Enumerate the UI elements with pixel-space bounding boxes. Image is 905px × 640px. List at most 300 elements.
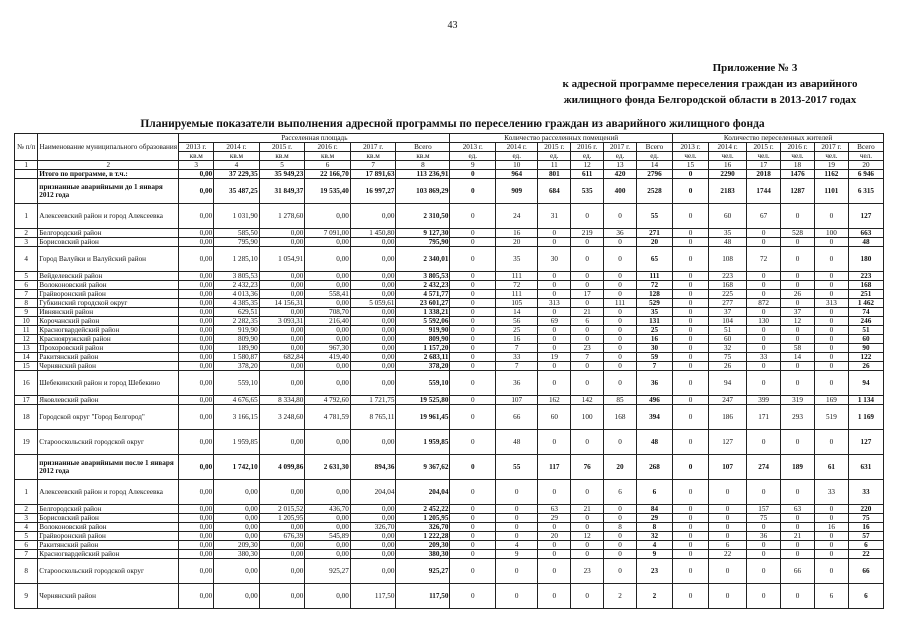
header-premises-unit: ед. bbox=[571, 152, 604, 161]
row-number: 11 bbox=[15, 326, 38, 335]
row-value: 0 bbox=[604, 541, 637, 550]
row-value: 14 bbox=[781, 353, 815, 362]
row-value: 2 683,11 bbox=[396, 353, 450, 362]
row-value: 84 bbox=[636, 505, 672, 514]
row-value: 925,27 bbox=[396, 559, 450, 584]
row-value: 0 bbox=[496, 532, 538, 541]
table-row bbox=[15, 396, 884, 405]
row-value: 2 452,22 bbox=[396, 505, 450, 514]
row-value: 0,00 bbox=[305, 362, 351, 371]
row-value: 631 bbox=[848, 455, 883, 480]
header-residents-unit: чел. bbox=[848, 152, 883, 161]
row-value: 0,00 bbox=[305, 326, 351, 335]
row-value: 809,90 bbox=[214, 335, 260, 344]
row-value: 0,00 bbox=[350, 247, 396, 272]
row-value: 69 bbox=[538, 317, 571, 326]
row-number: 17 bbox=[15, 396, 38, 405]
row-value: 21 bbox=[571, 505, 604, 514]
row-value: 0 bbox=[538, 308, 571, 317]
row-value: 611 bbox=[571, 170, 604, 179]
row-value: 0 bbox=[673, 550, 709, 559]
row-value: 0 bbox=[450, 170, 496, 179]
row-value: 2 bbox=[604, 584, 637, 609]
row-value: 0,00 bbox=[305, 584, 351, 609]
table-row bbox=[15, 353, 884, 362]
row-value: 7 bbox=[496, 362, 538, 371]
row-number bbox=[15, 455, 38, 480]
row-value: 157 bbox=[747, 505, 781, 514]
row-value: 1 450,80 bbox=[350, 229, 396, 238]
row-value: 1 134 bbox=[848, 396, 883, 405]
row-value: 378,20 bbox=[396, 362, 450, 371]
row-value: 59 bbox=[636, 353, 672, 362]
row-value: 75 bbox=[709, 353, 747, 362]
row-value: 0,00 bbox=[259, 541, 305, 550]
row-value: 31 849,37 bbox=[259, 179, 305, 204]
row-value: 708,70 bbox=[305, 308, 351, 317]
row-value: 528 bbox=[781, 229, 815, 238]
row-value: 0 bbox=[747, 344, 781, 353]
row-value: 0 bbox=[538, 229, 571, 238]
row-value: 0,00 bbox=[179, 455, 214, 480]
header-column-number: 7 bbox=[350, 161, 396, 170]
row-value: 4 571,77 bbox=[396, 290, 450, 299]
row-value: 94 bbox=[709, 371, 747, 396]
row-value: 0 bbox=[604, 344, 637, 353]
row-value: 0 bbox=[814, 362, 848, 371]
table-row bbox=[15, 430, 884, 455]
row-value: 1 462 bbox=[848, 299, 883, 308]
row-value: 0,00 bbox=[214, 559, 260, 584]
row-value: 0 bbox=[538, 326, 571, 335]
row-value: 529 bbox=[636, 299, 672, 308]
row-value: 0 bbox=[673, 238, 709, 247]
row-municipality: признанные аварийными после 1 января 2012 года bbox=[38, 455, 179, 480]
row-value: 26 bbox=[781, 290, 815, 299]
header-area-unit: кв.м bbox=[350, 152, 396, 161]
row-value: 400 bbox=[604, 179, 637, 204]
row-value: 0 bbox=[814, 281, 848, 290]
row-value: 3 093,31 bbox=[259, 317, 305, 326]
row-value: 4 013,36 bbox=[214, 290, 260, 299]
row-municipality: Шебекинский район и город Шебекино bbox=[38, 371, 179, 396]
row-value: 0 bbox=[538, 430, 571, 455]
row-value: 0,00 bbox=[305, 247, 351, 272]
row-value: 0 bbox=[814, 505, 848, 514]
row-value: 0,00 bbox=[350, 308, 396, 317]
row-value: 51 bbox=[848, 326, 883, 335]
row-value: 0 bbox=[673, 584, 709, 609]
row-value: 0,00 bbox=[350, 326, 396, 335]
row-value: 0 bbox=[538, 290, 571, 299]
header-column-number: 10 bbox=[496, 161, 538, 170]
row-number: 4 bbox=[15, 523, 38, 532]
table-row bbox=[15, 238, 884, 247]
row-number: 18 bbox=[15, 405, 38, 430]
row-value: 2018 bbox=[747, 170, 781, 179]
row-value: 585,50 bbox=[214, 229, 260, 238]
row-value: 0 bbox=[814, 430, 848, 455]
row-value: 663 bbox=[848, 229, 883, 238]
row-number: 4 bbox=[15, 247, 38, 272]
row-value: 0 bbox=[781, 550, 815, 559]
row-value: 2796 bbox=[636, 170, 672, 179]
row-value: 0,00 bbox=[214, 480, 260, 505]
row-value: 20 bbox=[538, 532, 571, 541]
row-number: 16 bbox=[15, 371, 38, 396]
row-value: 35 bbox=[709, 229, 747, 238]
row-value: 558,41 bbox=[305, 290, 351, 299]
header-residents-year: 2017 г. bbox=[814, 143, 848, 152]
header-column-number: 16 bbox=[709, 161, 747, 170]
table-row bbox=[15, 480, 884, 505]
row-number: 13 bbox=[15, 344, 38, 353]
row-value: 319 bbox=[781, 396, 815, 405]
row-value: 313 bbox=[538, 299, 571, 308]
row-value: 169 bbox=[814, 396, 848, 405]
table-row bbox=[15, 559, 884, 584]
row-value: 0,00 bbox=[259, 335, 305, 344]
row-number: 3 bbox=[15, 514, 38, 523]
row-value: 72 bbox=[636, 281, 672, 290]
row-number: 5 bbox=[15, 272, 38, 281]
row-value: 67 bbox=[747, 204, 781, 229]
row-value: 189,90 bbox=[214, 344, 260, 353]
row-value: 36 bbox=[496, 371, 538, 396]
row-municipality: Краснояружский район bbox=[38, 335, 179, 344]
header-num: № п/п bbox=[15, 134, 38, 161]
row-value: 20 bbox=[636, 238, 672, 247]
row-value: 0,00 bbox=[214, 514, 260, 523]
row-value: 0 bbox=[673, 396, 709, 405]
header-area-unit: кв.м bbox=[179, 152, 214, 161]
row-value: 535 bbox=[571, 179, 604, 204]
row-municipality: Красногвардейский район bbox=[38, 550, 179, 559]
row-value: 967,30 bbox=[305, 344, 351, 353]
row-value: 0 bbox=[604, 362, 637, 371]
row-value: 0 bbox=[571, 550, 604, 559]
row-municipality: Вейделевский район bbox=[38, 272, 179, 281]
row-value: 0 bbox=[814, 326, 848, 335]
row-value: 0 bbox=[604, 335, 637, 344]
row-value: 0 bbox=[571, 335, 604, 344]
row-value: 0 bbox=[450, 396, 496, 405]
table-row bbox=[15, 371, 884, 396]
header-column-number: 2 bbox=[38, 161, 179, 170]
table-row bbox=[15, 344, 884, 353]
row-value: 20 bbox=[604, 455, 637, 480]
row-value: 436,70 bbox=[305, 505, 351, 514]
row-municipality: Чернянский район bbox=[38, 584, 179, 609]
row-value: 127 bbox=[709, 430, 747, 455]
row-value: 105 bbox=[496, 299, 538, 308]
row-value: 111 bbox=[496, 272, 538, 281]
row-value: 0 bbox=[450, 514, 496, 523]
row-value: 25 bbox=[496, 326, 538, 335]
header-premises-year: 2017 г. bbox=[604, 143, 637, 152]
row-value: 0 bbox=[673, 247, 709, 272]
row-value: 0 bbox=[673, 179, 709, 204]
row-value: 0,00 bbox=[305, 541, 351, 550]
row-value: 0 bbox=[450, 559, 496, 584]
row-value: 0,00 bbox=[179, 179, 214, 204]
row-value: 0,00 bbox=[259, 584, 305, 609]
row-value: 0 bbox=[496, 523, 538, 532]
row-value: 4 676,65 bbox=[214, 396, 260, 405]
row-value: 55 bbox=[636, 204, 672, 229]
header-column-number: 4 bbox=[214, 161, 260, 170]
row-value: 2 015,52 bbox=[259, 505, 305, 514]
row-value: 1 338,21 bbox=[396, 308, 450, 317]
row-value: 0 bbox=[814, 559, 848, 584]
row-value: 0 bbox=[450, 317, 496, 326]
row-value: 0 bbox=[814, 272, 848, 281]
row-municipality: Губкинский городской округ bbox=[38, 299, 179, 308]
row-value: 4 792,60 bbox=[305, 396, 351, 405]
row-value: 0,00 bbox=[179, 335, 214, 344]
row-value: 162 bbox=[538, 396, 571, 405]
row-value: 0 bbox=[450, 229, 496, 238]
row-value: 0 bbox=[814, 353, 848, 362]
row-value: 19 961,45 bbox=[396, 405, 450, 430]
row-municipality: Прохоровский район bbox=[38, 344, 179, 353]
row-value: 0 bbox=[747, 362, 781, 371]
row-value: 66 bbox=[781, 559, 815, 584]
row-value: 0 bbox=[450, 430, 496, 455]
row-value: 0,00 bbox=[350, 532, 396, 541]
header-column-number: 18 bbox=[781, 161, 815, 170]
row-value: 48 bbox=[636, 430, 672, 455]
row-municipality: Ракитянский район bbox=[38, 541, 179, 550]
row-value: 0,00 bbox=[350, 335, 396, 344]
row-municipality: Грайворонский район bbox=[38, 532, 179, 541]
row-value: 0,00 bbox=[179, 170, 214, 179]
header-premises-year: 2013 г. bbox=[450, 143, 496, 152]
row-value: 0 bbox=[604, 532, 637, 541]
row-value: 130 bbox=[747, 317, 781, 326]
row-value: 919,90 bbox=[214, 326, 260, 335]
header-column-number: 20 bbox=[848, 161, 883, 170]
row-value: 37 bbox=[709, 308, 747, 317]
row-value: 117,50 bbox=[350, 584, 396, 609]
row-value: 0 bbox=[571, 541, 604, 550]
row-value: 66 bbox=[496, 405, 538, 430]
row-value: 2 432,23 bbox=[214, 281, 260, 290]
row-municipality: Корочанский район bbox=[38, 317, 179, 326]
row-value: 0 bbox=[747, 326, 781, 335]
row-municipality: признанные аварийными до 1 января 2012 года bbox=[38, 179, 179, 204]
row-value: 0 bbox=[571, 523, 604, 532]
row-value: 0,00 bbox=[179, 541, 214, 550]
row-value: 1 205,95 bbox=[396, 514, 450, 523]
row-value: 0 bbox=[450, 308, 496, 317]
header-residents-unit: чел. bbox=[673, 152, 709, 161]
row-value: 1101 bbox=[814, 179, 848, 204]
row-value: 8 765,11 bbox=[350, 405, 396, 430]
row-value: 0,00 bbox=[179, 480, 214, 505]
row-value: 0 bbox=[538, 523, 571, 532]
row-value: 0 bbox=[781, 247, 815, 272]
row-value: 186 bbox=[709, 405, 747, 430]
row-value: 0,00 bbox=[259, 308, 305, 317]
row-value: 23 bbox=[571, 559, 604, 584]
table-row bbox=[15, 317, 884, 326]
row-value: 0 bbox=[450, 179, 496, 204]
row-value: 0,00 bbox=[259, 559, 305, 584]
row-number: 14 bbox=[15, 353, 38, 362]
row-value: 12 bbox=[571, 532, 604, 541]
row-value: 209,30 bbox=[396, 541, 450, 550]
row-value: 0 bbox=[673, 281, 709, 290]
row-value: 0 bbox=[709, 480, 747, 505]
row-value: 0,00 bbox=[259, 229, 305, 238]
row-value: 313 bbox=[814, 299, 848, 308]
row-value: 0 bbox=[604, 238, 637, 247]
row-number: 19 bbox=[15, 430, 38, 455]
row-value: 31 bbox=[538, 204, 571, 229]
row-value: 0 bbox=[450, 541, 496, 550]
table-row bbox=[15, 550, 884, 559]
row-value: 0 bbox=[496, 584, 538, 609]
row-value: 2 bbox=[636, 584, 672, 609]
row-value: 0,00 bbox=[179, 299, 214, 308]
row-value: 32 bbox=[709, 344, 747, 353]
row-value: 1 285,10 bbox=[214, 247, 260, 272]
row-value: 0 bbox=[673, 559, 709, 584]
row-value: 0,00 bbox=[179, 272, 214, 281]
row-value: 0,00 bbox=[179, 326, 214, 335]
row-value: 57 bbox=[848, 532, 883, 541]
table-row bbox=[15, 405, 884, 430]
row-value: 1 031,90 bbox=[214, 204, 260, 229]
row-value: 1 278,60 bbox=[259, 204, 305, 229]
row-value: 25 bbox=[636, 326, 672, 335]
row-value: 0,00 bbox=[259, 238, 305, 247]
row-value: 0 bbox=[604, 514, 637, 523]
row-value: 16 bbox=[814, 523, 848, 532]
row-value: 0,00 bbox=[259, 480, 305, 505]
row-value: 6 bbox=[604, 480, 637, 505]
row-value: 0 bbox=[781, 584, 815, 609]
row-municipality: Старооскольский городской округ bbox=[38, 559, 179, 584]
row-value: 0,00 bbox=[259, 281, 305, 290]
row-value: 75 bbox=[747, 514, 781, 523]
row-value: 0,00 bbox=[259, 272, 305, 281]
row-value: 293 bbox=[781, 405, 815, 430]
row-value: 0 bbox=[571, 299, 604, 308]
row-municipality: Белгородский район bbox=[38, 505, 179, 514]
row-number: 10 bbox=[15, 317, 38, 326]
table-row bbox=[15, 523, 884, 532]
row-value: 0 bbox=[538, 371, 571, 396]
row-value: 0 bbox=[814, 247, 848, 272]
row-value: 72 bbox=[747, 247, 781, 272]
header-column-number: 9 bbox=[450, 161, 496, 170]
row-value: 55 bbox=[496, 455, 538, 480]
row-value: 0 bbox=[450, 584, 496, 609]
row-value: 0,00 bbox=[305, 480, 351, 505]
row-value: 0,00 bbox=[179, 523, 214, 532]
row-value: 0 bbox=[496, 514, 538, 523]
row-value: 0 bbox=[814, 514, 848, 523]
row-value: 0 bbox=[747, 229, 781, 238]
row-value: 0,00 bbox=[350, 541, 396, 550]
header-column-number: 13 bbox=[604, 161, 637, 170]
row-value: 0,00 bbox=[350, 281, 396, 290]
row-value: 0 bbox=[450, 290, 496, 299]
row-value: 0 bbox=[814, 371, 848, 396]
row-value: 0,00 bbox=[350, 204, 396, 229]
row-value: 4 781,59 bbox=[305, 405, 351, 430]
row-value: 2 282,35 bbox=[214, 317, 260, 326]
row-value: 35 949,23 bbox=[259, 170, 305, 179]
row-number: 7 bbox=[15, 550, 38, 559]
row-number: 6 bbox=[15, 541, 38, 550]
header-premises-unit: ед. bbox=[538, 152, 571, 161]
row-value: 0 bbox=[571, 514, 604, 523]
row-value: 0 bbox=[450, 505, 496, 514]
row-value: 0 bbox=[450, 335, 496, 344]
row-value: 399 bbox=[747, 396, 781, 405]
header-residents-group: Количество переселенных жителей bbox=[673, 134, 884, 143]
row-value: 74 bbox=[848, 308, 883, 317]
row-value: 0,00 bbox=[259, 290, 305, 299]
row-value: 117 bbox=[538, 455, 571, 480]
row-number: 15 bbox=[15, 362, 38, 371]
program-indicators-table bbox=[14, 133, 884, 609]
row-value: 0 bbox=[747, 290, 781, 299]
row-number: 9 bbox=[15, 584, 38, 609]
row-value: 0 bbox=[781, 362, 815, 371]
row-value: 684 bbox=[538, 179, 571, 204]
row-value: 3 248,60 bbox=[259, 405, 305, 430]
row-value: 32 bbox=[636, 532, 672, 541]
row-value: 0 bbox=[496, 480, 538, 505]
row-value: 108 bbox=[709, 247, 747, 272]
table-row bbox=[15, 326, 884, 335]
row-value: 142 bbox=[571, 396, 604, 405]
row-value: 23 601,27 bbox=[396, 299, 450, 308]
row-value: 0,00 bbox=[179, 308, 214, 317]
row-value: 3 805,53 bbox=[396, 272, 450, 281]
row-value: 519 bbox=[814, 405, 848, 430]
row-value: 94 bbox=[848, 371, 883, 396]
row-municipality: Ракитянский район bbox=[38, 353, 179, 362]
row-value: 168 bbox=[848, 281, 883, 290]
row-value: 65 bbox=[636, 247, 672, 272]
row-value: 0 bbox=[604, 308, 637, 317]
row-value: 0 bbox=[747, 480, 781, 505]
row-value: 0,00 bbox=[179, 362, 214, 371]
row-value: 128 bbox=[636, 290, 672, 299]
row-value: 0 bbox=[709, 559, 747, 584]
row-value: 0,00 bbox=[350, 505, 396, 514]
row-value: 1 742,10 bbox=[214, 455, 260, 480]
row-value: 0,00 bbox=[179, 430, 214, 455]
row-municipality: Яковлевский район bbox=[38, 396, 179, 405]
row-value: 0 bbox=[571, 204, 604, 229]
row-value: 3 166,15 bbox=[214, 405, 260, 430]
row-value: 225 bbox=[709, 290, 747, 299]
row-value: 251 bbox=[848, 290, 883, 299]
row-value: 0,00 bbox=[179, 405, 214, 430]
row-value: 0,00 bbox=[259, 430, 305, 455]
row-value: 0 bbox=[450, 523, 496, 532]
table-row bbox=[15, 514, 884, 523]
row-value: 223 bbox=[848, 272, 883, 281]
table-row bbox=[15, 335, 884, 344]
row-value: 0 bbox=[538, 272, 571, 281]
